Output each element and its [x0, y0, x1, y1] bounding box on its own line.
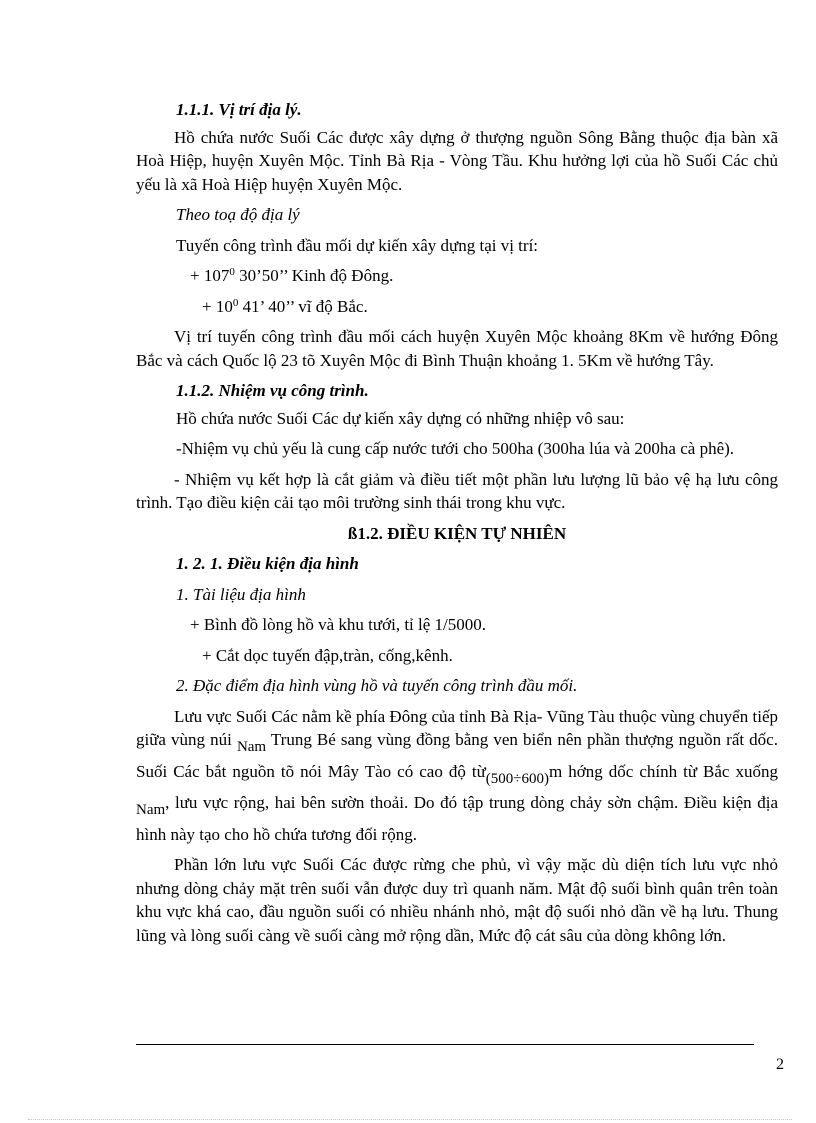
text-run: Lưu vực Suối Các nằm kề phía Đông của tỉnh Bà Rịa- Vũng Tàu thuộc vùng chuyển tiếp giữa vùng núi: [136, 706, 778, 749]
latitude-rest: 41’ 40’’ vĩ độ Bắc.: [238, 296, 368, 316]
page-number: 2: [776, 1056, 784, 1073]
heading-geographic-location: 1.1.1. Vị trí địa lý.: [176, 100, 302, 119]
subheading-terrain-documents: 1. Tài liệu địa hình: [176, 584, 306, 604]
degree-symbol: 0: [232, 296, 239, 309]
paragraph-headworks-position: Vị trí tuyến công trình đầu mối cách huyện Xuyên Mộc khoảng 8Km về hướng Đông Bắc và cách Quốc lộ 23 tõ Xuyên Mộc đi Bình Thuận khoảng 1. 5Km về hướng Tây.: [136, 327, 778, 370]
text-run: m hớng dốc chính từ Bắc xuống: [549, 761, 778, 781]
page-content: [136, 98, 778, 947]
text-run-nam: Nam: [236, 739, 267, 755]
paragraph-location-overview: Hồ chứa nước Suối Các được xây dựng ở thượng nguồn Sông Bằng thuộc địa bàn xã Hoà Hiệp, huyện Xuyên Mộc. Tỉnh Bà Rịa - Vòng Tầu. Khu hưởng lợi của hồ Suối Các chủ yếu là xã Hoà Hiệp huyện Xuyên Mộc.: [136, 127, 778, 194]
subheading-terrain-features: 2. Đặc điểm địa hình vùng hồ và tuyến công trình đầu mối.: [176, 676, 578, 695]
latitude-line: [136, 295, 778, 319]
coordinate-label: Theo toạ độ địa lý: [176, 205, 300, 224]
text-run-nam: Nam: [136, 802, 166, 818]
paragraph-forest-cover: Phần lớn lưu vực Suối Các được rừng che phủ, vì vậy mặc dù diện tích lưu vực nhỏ nhưng dòng chảy mặt trên suối vẫn được duy trì quanh năm. Mật độ suối bình quân trên toàn khu vực khá cao, đầu nguồn suối có nhiều nhánh nhỏ, mật độ suối nhỏ dần về hạ lưu. Thung lũng và lòng suối càng về suối càng mở rộng dần, Mức độ cát sâu của dòng không lớn.: [136, 855, 778, 945]
footer-rule: [136, 1044, 754, 1045]
section-title-natural-conditions: ß1.2. ĐIỀU KIỆN TỰ NHIÊN: [347, 523, 567, 543]
degree-symbol: 0: [229, 266, 235, 278]
text-run: , lưu vực rộng, hai bên sườn thoải. Do đó tập trung dòng chảy sờn chậm. Điều kiện địa hình này tạo cho hồ chứa tương đối rộng.: [136, 793, 778, 844]
page-bottom-dotted-line: [28, 1119, 792, 1120]
text-run: Trung Bé sang vùng đồng bằng ven biển nên phần thượng nguồn rất dốc. Suối Các bắt nguồn tõ nói Mây Tào có cao độ từ: [136, 730, 778, 781]
longitude-value: + 107: [190, 266, 230, 285]
paragraph-combined-task: - Nhiệm vụ kết hợp là cắt giảm và điều tiết một phần lưu lượng lũ bảo vệ hạ lưu công trình. Tạo điều kiện cải tạo môi trường sinh thái trong khu vực.: [136, 469, 778, 512]
elevation-range: (500÷600): [485, 770, 550, 787]
longitude-line: [136, 264, 778, 288]
paragraph-main-task: -Nhiệm vụ chủ yếu là cung cấp nước tưới cho 500ha (300ha lúa và 200ha cà phê).: [176, 439, 735, 458]
headworks-intro: Tuyến công trình đầu mối dự kiến xây dựng tại vị trí:: [176, 235, 539, 255]
paragraph-basin-description: [136, 705, 778, 847]
paragraph-tasks-intro: Hồ chứa nước Suối Các dự kiến xây dựng có những nhiệp vô sau:: [176, 408, 625, 428]
heading-terrain-conditions: 1. 2. 1. Điều kiện địa hình: [176, 554, 359, 573]
list-item-reservoir-map: + Bình đồ lòng hồ và khu tưới, tỉ lệ 1/5000.: [190, 615, 487, 634]
longitude-rest: 30’50’’ Kinh độ Đông.: [234, 266, 394, 285]
list-item-longitudinal-sections: + Cắt dọc tuyến đập,tràn, cống,kênh.: [202, 645, 453, 665]
heading-project-tasks: 1.1.2. Nhiệm vụ công trình.: [176, 381, 369, 400]
latitude-value: + 10: [202, 296, 233, 316]
